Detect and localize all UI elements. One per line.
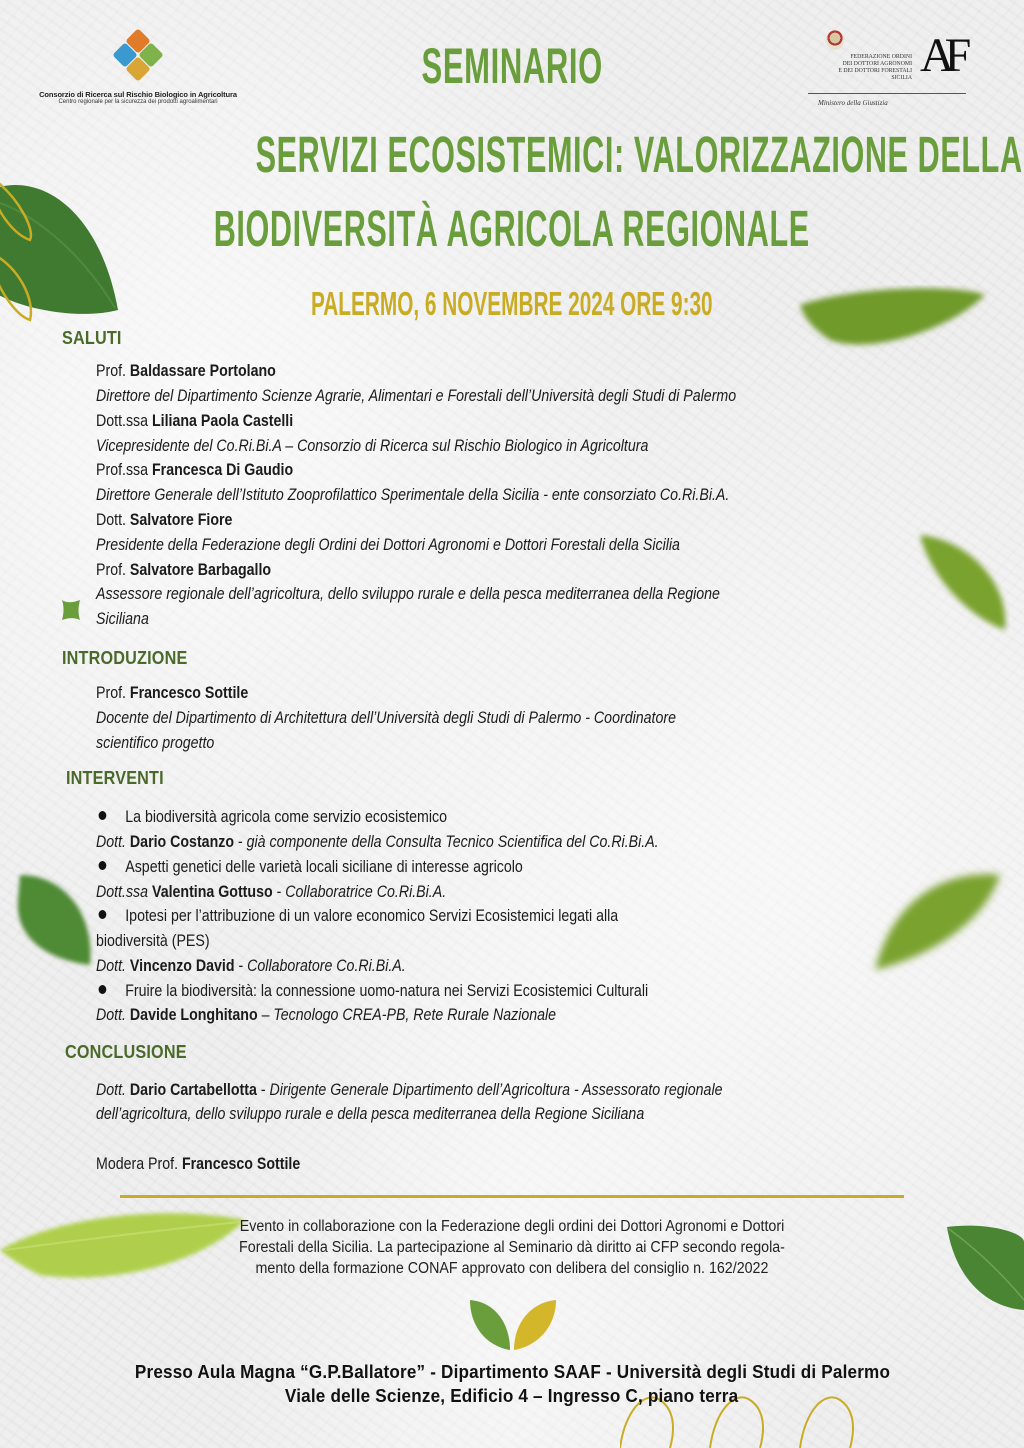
speaker-role: Tecnologo CREA-PB, Rete Rurale Nazionale: [273, 1006, 557, 1024]
section-heading-introduzione: INTRODUZIONE: [62, 648, 188, 668]
talk-topic: [96, 905, 618, 927]
federation-line: FEDERAZIONE ORDINI: [850, 54, 912, 60]
section-heading-saluti: SALUTI: [62, 328, 122, 348]
speaker-line: [96, 459, 293, 481]
speaker-line: [96, 682, 248, 704]
speaker-role: Direttore del Dipartimento Scienze Agrarie, Alimentari e Forestali dell’Università degli Studi di Palermo: [96, 387, 737, 405]
talk-topic: [96, 980, 648, 1002]
event-date-time-text: PALERMO, 6 NOVEMBRE 2024 ORE 9:30: [311, 285, 713, 322]
speaker-role: Presidente della Federazione degli Ordini dei Dottori Agronomi e Dottori Forestali della Sicilia: [96, 536, 680, 554]
af-monogram: AF: [920, 29, 962, 82]
speaker-name: Francesca Di Gaudio: [152, 461, 294, 479]
talk-speaker: [96, 1004, 556, 1026]
speaker-role: Collaboratrice Co.Ri.Bi.A.: [285, 883, 447, 901]
speaker-title: Dott.ssa: [96, 883, 149, 901]
seminar-kicker-text: SEMINARIO: [421, 38, 603, 94]
speaker-title: Dott.: [96, 1081, 126, 1099]
cfp-footnote: [142, 1216, 882, 1279]
leaf-decoration-small-left: [60, 598, 82, 622]
seminar-title-text: SERVIZI ECOSISTEMICI: VALORIZZAZIONE DELLA: [255, 126, 1023, 183]
gold-divider: [120, 1195, 904, 1198]
talk-topic-text: La biodiversità agricola come servizio ecosistemico: [125, 808, 448, 826]
moderator-line: [96, 1153, 300, 1175]
talk-topic-text: Aspetti genetici delle varietà locali siciliane di interesse agricolo: [125, 858, 523, 876]
speaker-name: Baldassare Portolano: [129, 362, 276, 380]
event-date-time: [0, 284, 1024, 324]
speaker-name: Vincenzo David: [129, 957, 235, 975]
speaker-title: Dott.ssa: [96, 412, 149, 430]
seminar-kicker: [0, 38, 1024, 94]
separator: –: [257, 1006, 274, 1024]
ministry-label: Ministero della Giustizia: [818, 99, 888, 107]
speaker-title: Prof.: [96, 684, 126, 702]
section-heading-conclusione: CONCLUSIONE: [65, 1042, 187, 1062]
speaker-name: Valentina Gottuso: [152, 883, 273, 901]
federation-line: SICILIA: [891, 75, 912, 81]
speaker-title: Dott.: [96, 957, 126, 975]
twin-leaves-icon: [464, 1296, 560, 1352]
speaker-name: Dario Costanzo: [129, 833, 235, 851]
separator: -: [272, 883, 286, 901]
speaker-line: [96, 360, 276, 382]
leaf-decoration-right-middle: [910, 525, 1010, 635]
speaker-title: Prof.: [96, 362, 126, 380]
speaker-role: Siciliana: [96, 610, 149, 628]
bullet-icon: [99, 910, 107, 919]
speaker-name: Dario Cartabellotta: [129, 1081, 257, 1099]
leaf-decoration-left-middle: [10, 870, 100, 970]
federation-line: DEI DOTTORI AGRONOMI: [842, 61, 912, 67]
leaf-decoration-right-lower: [855, 860, 1015, 980]
separator: -: [234, 957, 248, 975]
talk-topic: [96, 856, 523, 878]
footnote-line: mento della formazione CONAF approvato con delibera del consiglio n. 162/2022: [255, 1260, 769, 1277]
venue-street: Viale delle Scienze, Edificio 4 – Ingresso C, piano terra: [285, 1386, 739, 1406]
talk-speaker: [96, 831, 659, 853]
speaker-name: Liliana Paola Castelli: [152, 412, 294, 430]
moderator-name: Francesco Sottile: [181, 1155, 301, 1173]
talk-topic: [96, 806, 447, 828]
speaker-role: Assessore regionale dell’agricoltura, dello sviluppo rurale e della pesca mediterranea della Regione: [96, 585, 720, 603]
federation-line: E DEI DOTTORI FORESTALI: [838, 68, 912, 74]
coribia-tagline: Centro regionale per la sicurezza dei prodotti agroalimentari: [58, 99, 218, 105]
speaker-name: Davide Longhitano: [129, 1006, 258, 1024]
speaker-role: Docente del Dipartimento di Architettura dell’Università degli Studi di Palermo - Coordinatore: [96, 709, 676, 727]
venue-line-1: [0, 1360, 1024, 1384]
speaker-role: Vicepresidente del Co.Ri.Bi.A – Consorzio di Ricerca sul Rischio Biologico in Agricoltura: [96, 437, 649, 455]
talk-speaker: [96, 1079, 722, 1101]
talk-speaker: [96, 881, 446, 903]
talk-topic-text: Ipotesi per l’attribuzione di un valore economico Servizi Ecosistemici legati alla: [125, 907, 619, 925]
bullet-icon: [99, 985, 107, 994]
talk-topic-text: Fruire la biodiversità: la connessione uomo-natura nei Servizi Ecosistemici Culturali: [125, 982, 649, 1000]
speaker-line: [96, 410, 293, 432]
speaker-title: Dott.: [96, 833, 126, 851]
venue-line-2: [0, 1384, 1024, 1408]
bullet-icon: [99, 861, 107, 870]
moderator-prefix: Modera Prof.: [96, 1155, 179, 1173]
talk-topic-continued: biodiversità (PES): [96, 932, 210, 950]
bullet-icon: [99, 811, 107, 820]
section-heading-interventi: INTERVENTI: [66, 768, 164, 788]
seminar-title-line-2: [0, 200, 1024, 258]
speaker-role: scientifico progetto: [96, 734, 215, 752]
venue-address: Presso Aula Magna “G.P.Ballatore” - Dipartimento SAAF - Università degli Studi di Palermo: [134, 1362, 890, 1382]
speaker-role: Direttore Generale dell’Istituto Zooprofilattico Sperimentale della Sicilia - ente consorziato Co.Ri.Bi.A.: [96, 486, 730, 504]
speaker-title: Prof.ssa: [96, 461, 149, 479]
separator: -: [256, 1081, 270, 1099]
talk-speaker: [96, 955, 406, 977]
speaker-role: Collaboratore Co.Ri.Bi.A.: [247, 957, 406, 975]
leaf-decoration-bottom-right: [945, 1222, 1024, 1312]
speaker-role: Dirigente Generale Dipartimento dell’Agricoltura - Assessorato regionale: [269, 1081, 723, 1099]
footnote-line: Forestali della Sicilia. La partecipazione al Seminario dà diritto ai CFP secondo regola-: [239, 1239, 785, 1256]
separator: -: [234, 833, 247, 851]
speaker-line: [96, 559, 271, 581]
speaker-line: [96, 509, 232, 531]
speaker-role: già componente della Consulta Tecnico Scientifica del Co.Ri.Bi.A.: [246, 833, 659, 851]
speaker-name: Salvatore Fiore: [129, 511, 233, 529]
speaker-title: Dott.: [96, 1006, 126, 1024]
speaker-name: Salvatore Barbagallo: [129, 561, 272, 579]
seminar-title-text: BIODIVERSITÀ AGRICOLA REGIONALE: [213, 200, 811, 257]
speaker-title: Prof.: [96, 561, 126, 579]
seminar-title-line-1: [0, 126, 1024, 184]
coribia-org-name: Consorzio di Ricerca sul Rischio Biologico in Agricoltura: [39, 90, 237, 99]
speaker-role: dell’agricoltura, dello sviluppo rurale e della pesca mediterranea della Regione Siciliana: [96, 1105, 645, 1123]
speaker-title: Dott.: [96, 511, 126, 529]
speaker-name: Francesco Sottile: [129, 684, 249, 702]
footnote-line: Evento in collaborazione con la Federazione degli ordini dei Dottori Agronomi e Dottori: [239, 1218, 785, 1235]
